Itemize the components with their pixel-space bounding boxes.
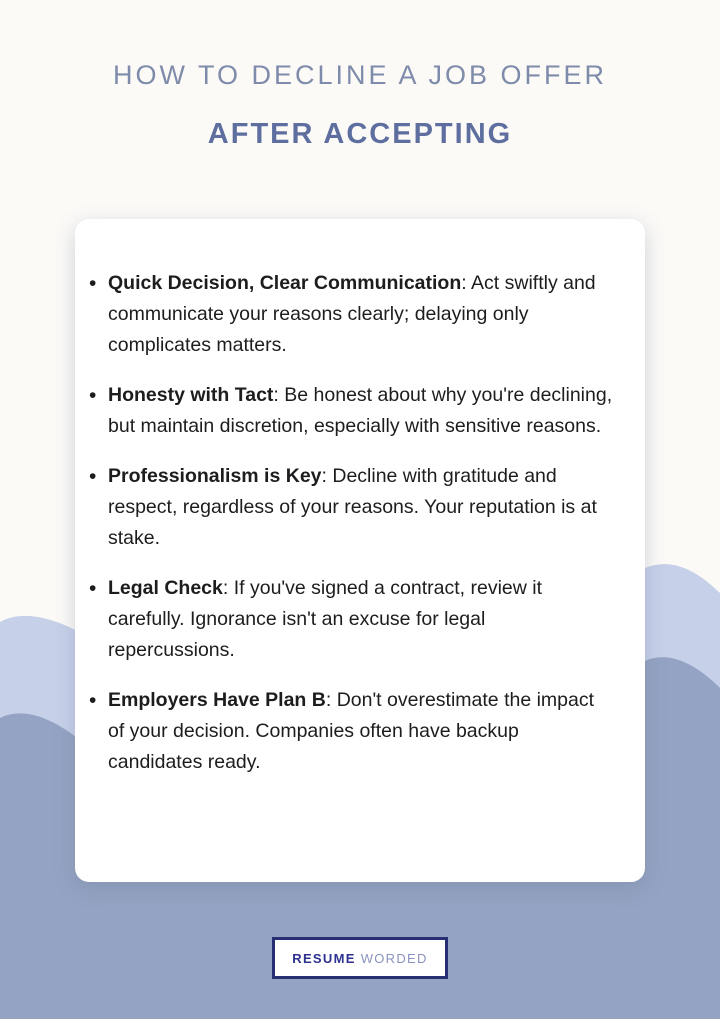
tip-body: Be honest about why you're declining, but maintain discretion, especially with sensitive reasons. (108, 384, 613, 437)
tip-heading: Honesty with Tact (108, 384, 274, 406)
brand-name-primary: RESUME (292, 950, 356, 966)
tip-separator: : (273, 384, 279, 406)
tip-item-legal-check (108, 573, 615, 666)
tip-body: Decline with gratitude and respect, regardless of your reasons. Your reputation is at stake. (108, 465, 597, 549)
tip-item-employers-plan-b (108, 685, 615, 778)
tip-separator: : (321, 465, 327, 487)
tip-separator: : (461, 272, 467, 294)
tip-separator: : (325, 689, 332, 711)
tip-item-quick-decision (108, 268, 615, 361)
brand-name-secondary: WORDED (360, 950, 428, 966)
tip-heading: Professionalism is Key (108, 465, 322, 487)
tip-separator: : (222, 577, 229, 599)
tip-body: Act swiftly and communicate your reasons clearly; delaying only complicates matters. (108, 272, 596, 356)
tip-heading: Quick Decision, Clear Communication (108, 272, 462, 294)
page-subtitle: AFTER ACCEPTING (207, 118, 513, 150)
page-title: HOW TO DECLINE A JOB OFFER (112, 60, 608, 90)
tip-body: Don't overestimate the impact of your decision. Companies often have backup candidates ready. (108, 689, 595, 773)
tip-item-professionalism (108, 461, 615, 554)
tips-list (75, 219, 645, 778)
title-block (0, 58, 720, 152)
brand-badge[interactable] (272, 937, 448, 979)
tip-item-honesty (108, 380, 615, 442)
tips-card (75, 219, 645, 882)
tip-heading: Legal Check (108, 577, 223, 599)
tip-body: If you've signed a contract, review it carefully. Ignorance isn't an excuse for legal repercussions. (108, 577, 543, 661)
tip-heading: Employers Have Plan B (108, 689, 326, 711)
